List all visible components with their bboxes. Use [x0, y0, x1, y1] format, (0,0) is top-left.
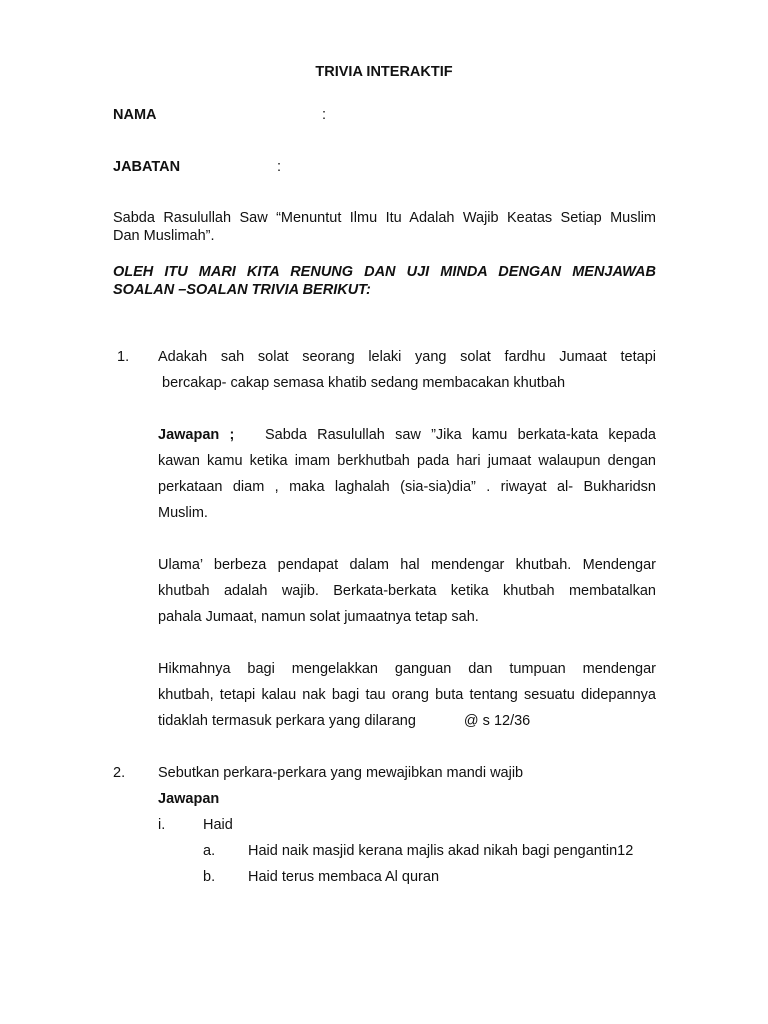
q1-number: 1. [117, 349, 130, 365]
field-label-jabatan: JABATAN [113, 159, 181, 175]
q1-answer-p1-line-1-text: Sabda Rasulullah saw ”Jika kamu berkata-kata kepada [264, 427, 656, 443]
q1-answer-p3-line-3-text: tidaklah termasuk perkara yang dilarang [158, 713, 416, 729]
q1-answer-p2-line-2: khutbah adalah wajib. Berkata-berkata ketika khutbah membatalkan [158, 583, 656, 599]
q1-answer-p1-line-4: Muslim. [158, 505, 208, 521]
quote-line-1: Sabda Rasulullah Saw “Menuntut Ilmu Itu Adalah Wajib Keatas Setiap Muslim [113, 210, 656, 226]
hadith-quote [113, 209, 656, 245]
q1-answer-p2 [158, 552, 656, 630]
q1-answer-p3-line-2: khutbah, tetapi kalau nak bagi tau orang buta tentang sesuatu didepannya [158, 687, 656, 703]
q1-answer-p3 [158, 656, 656, 734]
document-title: TRIVIA INTERAKTIF [315, 64, 453, 80]
q2-item-marker: i. [158, 817, 166, 833]
q2-subitem-text: Haid terus membaca Al quran [248, 869, 440, 885]
q1-answer-p1-line-3: perkataan diam , maka laghalah (sia-sia)dia” . riwayat al- Bukharidsn [158, 479, 656, 495]
field-label-nama: NAMA [113, 107, 157, 123]
q2-subitem-marker: a. [203, 843, 216, 859]
q1-answer-p2-line-1: Ulama’ berbeza pendapat dalam hal mendengar khutbah. Mendengar [158, 557, 656, 573]
intro-line-2: SOALAN –SOALAN TRIVIA BERIKUT: [113, 282, 371, 298]
q2-subitem-text: Haid naik masjid kerana majlis akad nikah bagi pengantin12 [248, 843, 634, 859]
q2-question: Sebutkan perkara-perkara yang mewajibkan mandi wajib [158, 765, 524, 781]
q1-answer-p3-line-1: Hikmahnya bagi mengelakkan ganguan dan tumpuan mendengar [158, 661, 656, 677]
intro-line-1: OLEH ITU MARI KITA RENUNG DAN UJI MINDA DENGAN MENJAWAB [113, 264, 656, 280]
q1-answer-p1-line-2: kawan kamu ketika imam berkhutbah pada hari jumaat walaupun dengan [158, 453, 656, 469]
intro-heading [113, 263, 656, 299]
q2-subitem-marker: b. [203, 869, 216, 885]
quote-line-2: Dan Muslimah”. [113, 228, 215, 244]
field-separator-jabatan: : [277, 159, 282, 175]
q1-question-line-2: bercakap- cakap semasa khatib sedang membacakan khutbah [162, 375, 566, 391]
q1-answer-label: Jawapan ; [158, 427, 235, 443]
q1-answer-p2-line-3: pahala Jumaat, namun solat jumaatnya tetap sah. [158, 609, 479, 625]
q2-number: 2. [113, 765, 126, 781]
q1-question [158, 344, 656, 396]
q1-answer-p1-line-1 [158, 422, 656, 448]
q1-answer-reference: @ s 12/36 [463, 713, 531, 729]
q2-item-text: Haid [203, 817, 233, 833]
q1-answer-p3-line-3 [158, 708, 656, 734]
q1-question-line-1: Adakah sah solat seorang lelaki yang solat fardhu Jumaat tetapi [158, 349, 656, 365]
q1-answer-p1 [158, 422, 656, 526]
q2-answer-label: Jawapan [158, 791, 220, 807]
field-separator-nama: : [322, 107, 327, 123]
